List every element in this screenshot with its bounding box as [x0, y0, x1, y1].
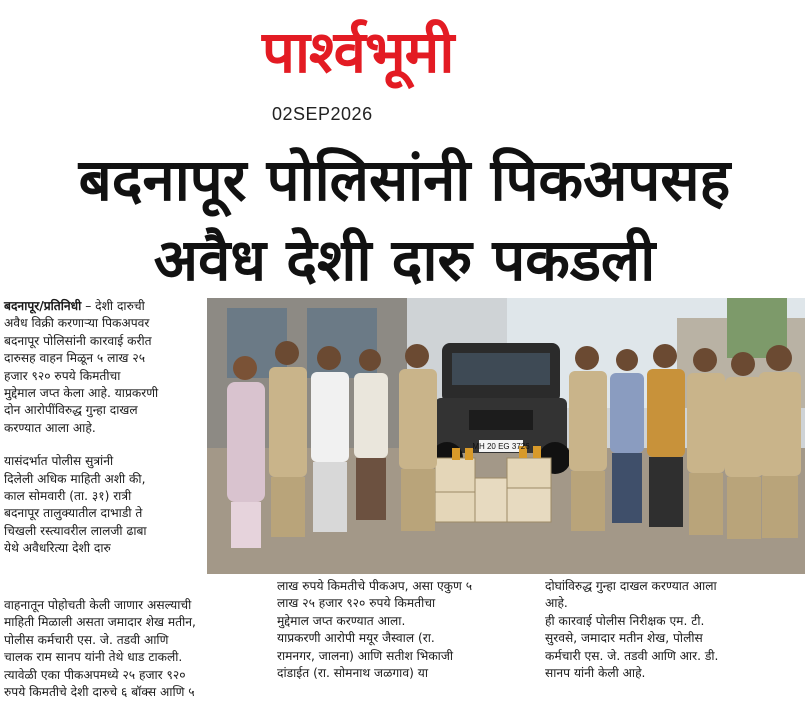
article-line: ही कारवाई पोलीस निरीक्षक एम. टी. — [545, 613, 705, 628]
article-line: बदनापूर पोलिसांनी कारवाई करीत — [4, 333, 152, 348]
article-line: सुरवसे, जमादार मतीन शेख, पोलीस — [545, 631, 703, 646]
article-line: दोन आरोपींविरुद्ध गुन्हा दाखल — [4, 403, 138, 418]
vehicle-number-plate: MH 20 EG 3726 — [472, 442, 530, 451]
publication-date: 02SEP2026 — [272, 104, 373, 124]
article-line: रुपये किमतीचे देशी दारुचे ६ बॉक्स आणि ५ — [4, 685, 195, 700]
article-line: पोलीस कर्मचारी एस. जे. तडवी आणि — [4, 632, 169, 647]
newspaper-masthead: पार्श्वभूमी — [262, 18, 454, 86]
article-line: यासंदर्भात पोलीस सुत्रांनी — [4, 454, 114, 469]
article-line: दिलेली अधिक माहिती अशी की, — [4, 471, 146, 486]
news-photo — [207, 298, 805, 574]
article-line: अवैध विक्री करणाऱ्या पिकअपवर — [4, 316, 150, 331]
article-line: सानप यांनी केली आहे. — [545, 666, 646, 681]
article-line: चिखली रस्त्यावरील लालजी ढाबा — [4, 523, 147, 538]
headline-line-2: अवैध देशी दारु पकडली — [153, 226, 656, 294]
article-line: येथे अवैधरित्या देशी दारु — [4, 541, 111, 556]
article-line: दांडाईत (रा. सोमनाथ जळगाव) या — [277, 666, 428, 681]
article-line: लाख रुपये किमतीचे पीकअप, असा एकुण ५ — [277, 579, 473, 593]
article-line: त्यावेळी एका पीकअपमध्ये २५ हजार ९२० — [4, 667, 186, 682]
article-line: वाहनातून पोहोचती केली जाणार असल्याची — [4, 598, 192, 612]
article-line: माहिती मिळाली असता जमादार शेख मतीन, — [4, 615, 196, 630]
article-line: हजार ९२० रुपये किमतीचा — [4, 368, 121, 383]
article-line: मुद्देमाल जप्त केला आहे. याप्रकरणी — [4, 386, 159, 401]
article-line: दारुसह वाहन मिळून ५ लाख २५ — [4, 351, 146, 366]
article-line: याप्रकरणी आरोपी मयूर जैस्वाल (रा. — [277, 631, 435, 646]
article-line: मुद्देमाल जप्त करण्यात आला. — [277, 613, 406, 628]
article-line: बदनापूर/प्रतिनिधी – देशी दारुची — [4, 299, 145, 313]
article-line: आहे. — [545, 596, 568, 611]
article-left-column — [4, 298, 208, 558]
article-middle-column — [277, 578, 533, 682]
article-line: चालक राम सानप यांनी तेथे धाड टाकली. — [4, 650, 183, 665]
article-line: दोघांविरुद्ध गुन्हा दाखल करण्यात आला — [545, 579, 717, 593]
headline-line-1: बदनापूर पोलिसांनी पिकअपसह — [78, 146, 731, 214]
article-line: बदनापूर तालुक्यातील दाभाडी ते — [4, 506, 143, 521]
article-line: रामनगर, जालना) आणि सतीश भिकाजी — [277, 648, 454, 663]
article-line: काल सोमवारी (ता. ३१) रात्री — [4, 489, 132, 504]
article-line: लाख २५ हजार ९२० रुपये किमतीचा — [277, 596, 436, 611]
article-right-column — [545, 578, 805, 682]
article-bottom-left — [4, 597, 272, 701]
article-line: करण्यात आला आहे. — [4, 420, 96, 435]
news-photo-illustration — [207, 298, 805, 574]
article-line: कर्मचारी एस. जे. तडवी आणि आर. डी. — [545, 648, 719, 663]
